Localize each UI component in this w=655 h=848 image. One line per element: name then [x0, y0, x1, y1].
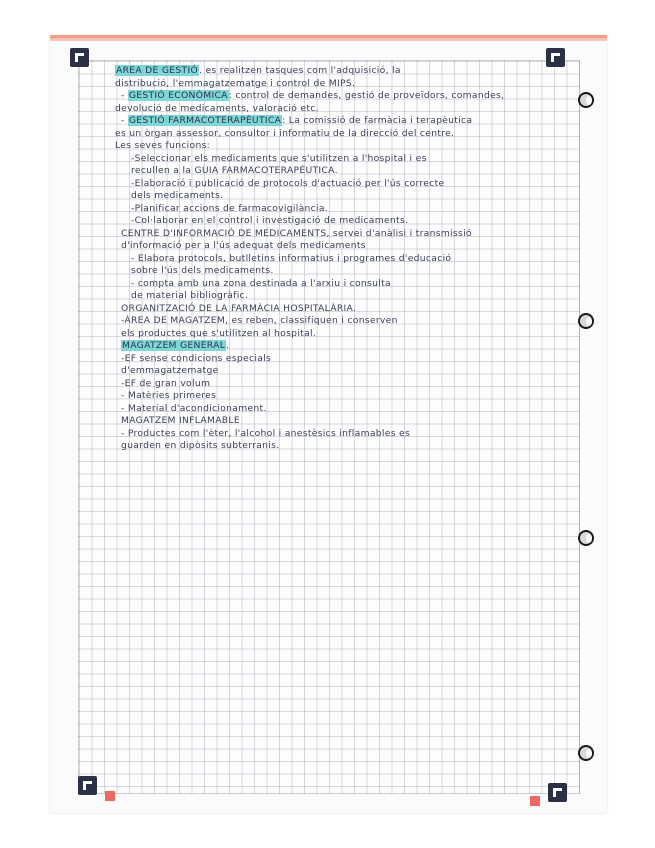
note-text: - Elabora protocols, butlletins informatius i programes d'educació [131, 252, 452, 264]
note-text: -Elaboració i publicació de protocols d'actuació per l'ús correcte [131, 177, 445, 189]
note-text: CENTRE D'INFORMACIÓ DE MEDICAMENTS, servei d'anàlisi i transmissió [121, 227, 472, 239]
note-line [115, 278, 575, 291]
note-text: -Planificar accions de farmacovigilància. [131, 202, 328, 214]
page-top-edge [50, 35, 607, 41]
note-text: -Col·laborar en el control i investigació de medicaments. [131, 215, 409, 226]
note-line [115, 65, 575, 78]
note-text: d'emmagatzematge [121, 365, 219, 376]
corner-marker-bottom-left [78, 776, 97, 795]
note-line [115, 415, 575, 428]
note-line [115, 390, 575, 403]
note-line [115, 178, 575, 191]
note-line [115, 190, 575, 203]
note-line [115, 353, 575, 366]
note-text: Les seves funcions: [115, 140, 211, 151]
note-text: d'informació per a l'ús adequat dels medicaments [121, 240, 366, 251]
note-text: ORGANITZACIÓ DE LA FARMÀCIA HOSPITALÀRIA. [121, 302, 357, 314]
note-text: - Matèries primeres [121, 390, 217, 401]
note-text: - Productes com l'èter, l'alcohol i anestèsics inflamables es [121, 427, 411, 439]
note-text: devolució de medicaments, valoració etc. [115, 102, 319, 114]
note-line [115, 365, 575, 378]
note-line [115, 440, 575, 453]
note-line [115, 215, 575, 228]
note-text: els productes que s'utilitzen al hospital. [121, 327, 317, 339]
note-line [115, 328, 575, 341]
note-text: es un òrgan assessor, consultor i informatiu de la direcció del centre. [115, 127, 455, 139]
note-text: -EF sense condicions especials [121, 352, 272, 364]
note-line [115, 140, 575, 153]
note-text: -EF de gran volum [121, 377, 211, 389]
note-line [115, 428, 575, 441]
note-bullet: - [121, 115, 128, 126]
note-text: . [226, 340, 230, 351]
note-line [115, 103, 575, 116]
note-text: de material bibliogràfic. [131, 290, 249, 301]
note-text: : control de demandes, gestió de proveïdors, comandes, [228, 90, 505, 101]
note-text: guarden en dipòsits subterranis. [121, 440, 280, 451]
note-text: MAGATZEM INFLAMABLE [121, 415, 240, 426]
binder-hole-4 [578, 745, 594, 761]
note-bullet: - [121, 90, 128, 101]
note-line [115, 403, 575, 416]
note-line [115, 253, 575, 266]
note-line [115, 165, 575, 178]
note-line [115, 378, 575, 391]
note-text: recullen a la GUIA FARMACOTERAPÈUTICA. [131, 165, 338, 176]
highlighted-heading: AREA DE GESTIÓ [116, 65, 198, 76]
corner-marker-bottom-right [548, 783, 567, 802]
note-line [115, 90, 575, 103]
binder-hole-1 [578, 92, 594, 108]
note-text: distribució, l'emmagatzematge i control de MIPS. [115, 77, 356, 89]
note-line [115, 265, 575, 278]
note-text: . es realitzen tasques com l'adquisició, la [199, 65, 401, 76]
note-text: sobre l'ús dels medicaments. [131, 265, 274, 276]
note-line [115, 340, 575, 353]
note-line [115, 303, 575, 316]
handwritten-notes [115, 65, 575, 453]
note-line [115, 203, 575, 216]
note-text: -Seleccionar els medicaments que s'utilitzen a l'hospital i es [131, 152, 427, 164]
note-text: - compta amb una zona destinada a l'arxiu i consulta [131, 277, 391, 289]
highlighted-heading: MAGATZEM GENERAL [122, 340, 226, 351]
note-line [115, 228, 575, 241]
corner-marker-top-left [70, 48, 89, 67]
note-line [115, 240, 575, 253]
note-line [115, 315, 575, 328]
note-text: : La comissió de farmàcia i terapèutica [282, 115, 473, 126]
note-line [115, 153, 575, 166]
highlighted-heading: GESTIÓ ECONÒMICA [128, 90, 228, 101]
note-text: - Material d'acondicionament. [121, 402, 267, 414]
accent-square-right [530, 796, 540, 806]
note-text: -ÀREA DE MAGATZEM, es reben, classifiquen i conserven [121, 315, 398, 326]
binder-hole-2 [578, 313, 594, 329]
note-line [115, 78, 575, 91]
note-line [115, 290, 575, 303]
note-line [115, 115, 575, 128]
highlighted-heading: GESTIÓ FARMACOTERAPÈUTICA [128, 115, 282, 126]
binder-hole-3 [578, 530, 594, 546]
accent-square-left [105, 791, 115, 801]
note-line [115, 128, 575, 141]
note-text: dels medicaments. [131, 190, 224, 201]
